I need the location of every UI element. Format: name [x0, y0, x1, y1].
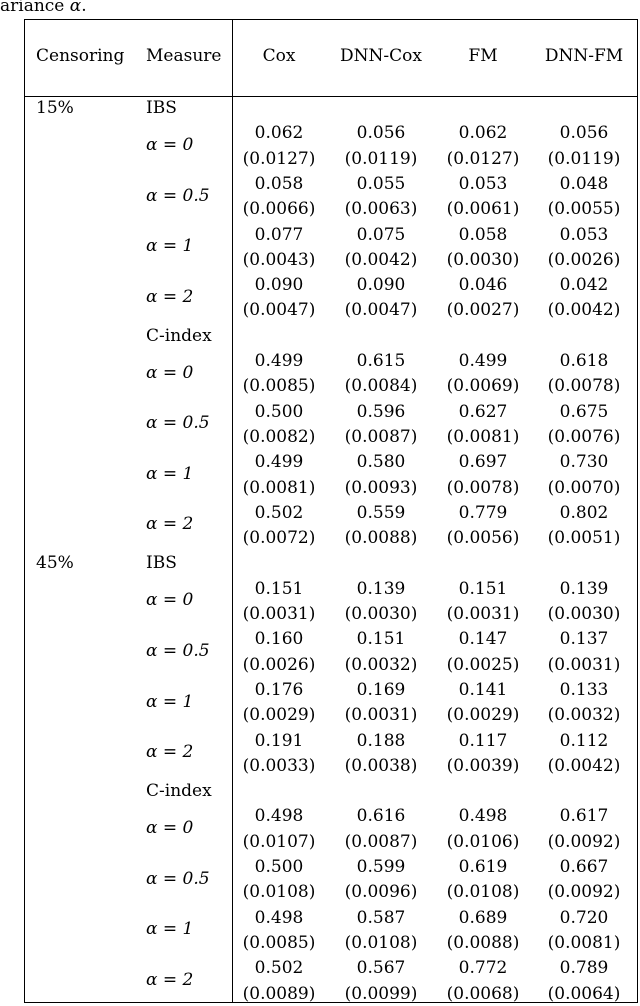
table-cell-se: (0.0096) [344, 882, 418, 903]
table-cell-value: 0.498 [254, 806, 304, 827]
table-frame [24, 19, 638, 1003]
table-cell-se: (0.0039) [446, 755, 520, 776]
table-cell-se: (0.0078) [446, 477, 520, 498]
table-cell-value: 0.779 [458, 502, 508, 523]
table-cell-se: (0.0106) [446, 831, 520, 852]
table-cell-value: 0.046 [458, 275, 508, 296]
table-cell-value: 0.056 [559, 123, 609, 144]
measure-label: C-index [146, 781, 212, 802]
table-cell-value: 0.580 [356, 452, 406, 473]
table-cell-value: 0.169 [356, 679, 406, 700]
table-cell-value: 0.058 [254, 173, 304, 194]
table-cell-se: (0.0042) [547, 755, 621, 776]
table-cell-se: (0.0026) [547, 249, 621, 270]
table-cell-value: 0.141 [458, 679, 508, 700]
alpha-label: α = 2 [146, 286, 194, 307]
table-cell-value: 0.151 [458, 578, 508, 599]
table-cell-se: (0.0051) [547, 528, 621, 549]
table-cell-se: (0.0081) [242, 477, 316, 498]
table-cell-se: (0.0066) [242, 199, 316, 220]
table-cell-se: (0.0092) [547, 831, 621, 852]
measure-label: IBS [146, 553, 177, 574]
alpha-label: α = 1 [146, 919, 194, 940]
table-cell-se: (0.0030) [547, 604, 621, 624]
table-cell-value: 0.056 [356, 123, 406, 144]
header-method: DNN-Cox [340, 46, 422, 66]
table-cell-se: (0.0047) [344, 300, 418, 321]
table-cell-se: (0.0061) [446, 199, 520, 220]
table-cell-value: 0.137 [559, 629, 609, 650]
table-cell-se: (0.0031) [242, 604, 316, 624]
table-cell-se: (0.0081) [547, 932, 621, 953]
table-cell-value: 0.567 [356, 958, 406, 979]
table-cell-value: 0.675 [559, 401, 609, 422]
table-cell-value: 0.802 [559, 502, 609, 523]
table-cell-se: (0.0064) [547, 983, 621, 1004]
table-cell-se: (0.0088) [446, 932, 520, 953]
table-cell-se: (0.0026) [242, 654, 316, 675]
table-cell-value: 0.498 [458, 806, 508, 827]
table-cell-value: 0.077 [254, 224, 304, 245]
table-cell-value: 0.053 [559, 224, 609, 245]
censoring-label: 45% [36, 553, 74, 574]
table-cell-se: (0.0119) [547, 148, 621, 169]
table-cell-value: 0.058 [458, 224, 508, 245]
table-cell-se: (0.0093) [344, 477, 418, 498]
table-cell-value: 0.176 [254, 679, 304, 700]
table-cell-value: 0.720 [559, 907, 609, 928]
alpha-label: α = 0 [146, 134, 194, 155]
table-cell-se: (0.0084) [344, 376, 418, 397]
table-cell-se: (0.0031) [344, 705, 418, 726]
table-cell-value: 0.151 [254, 578, 304, 599]
table-cell-se: (0.0127) [446, 148, 520, 169]
table-cell-value: 0.772 [458, 958, 508, 979]
table-cell-value: 0.139 [559, 578, 609, 599]
table-cell-se: (0.0032) [547, 705, 621, 726]
alpha-label: α = 2 [146, 514, 194, 535]
table-cell-se: (0.0068) [446, 983, 520, 1004]
table-caption [0, 0, 87, 16]
table-cell-value: 0.667 [559, 857, 609, 877]
table-cell-se: (0.0047) [242, 300, 316, 321]
table-cell-se: (0.0031) [547, 654, 621, 675]
table-cell-value: 0.619 [458, 857, 508, 877]
table-cell-value: 0.062 [254, 123, 304, 144]
table-cell-se: (0.0063) [344, 199, 418, 220]
table-cell-value: 0.053 [458, 173, 508, 194]
alpha-label: α = 2 [146, 969, 194, 990]
table-cell-value: 0.075 [356, 224, 406, 245]
table-cell-se: (0.0029) [242, 705, 316, 726]
table-cell-value: 0.090 [356, 275, 406, 296]
table-cell-se: (0.0043) [242, 249, 316, 270]
alpha-label: α = 0 [146, 362, 194, 383]
table-cell-se: (0.0072) [242, 528, 316, 549]
table-cell-se: (0.0092) [547, 882, 621, 903]
table-cell-se: (0.0042) [547, 300, 621, 321]
alpha-label: α = 2 [146, 742, 194, 763]
table-cell-value: 0.618 [559, 351, 609, 371]
alpha-label: α = 1 [146, 463, 194, 484]
table-cell-value: 0.055 [356, 173, 406, 194]
table-cell-se: (0.0069) [446, 376, 520, 397]
table-cell-value: 0.697 [458, 452, 508, 473]
table-cell-se: (0.0088) [344, 528, 418, 549]
header-method: Cox [262, 46, 296, 66]
table-cell-value: 0.627 [458, 401, 508, 422]
header-censoring: Censoring [36, 46, 125, 66]
table-cell-value: 0.147 [458, 629, 508, 650]
header-method: FM [468, 46, 498, 66]
table-cell-se: (0.0087) [344, 831, 418, 852]
table-cell-se: (0.0082) [242, 426, 316, 447]
alpha-label: α = 0.5 [146, 413, 210, 434]
table-cell-value: 0.789 [559, 958, 609, 979]
table-cell-se: (0.0025) [446, 654, 520, 675]
table-cell-se: (0.0107) [242, 831, 316, 852]
table-cell-se: (0.0099) [344, 983, 418, 1004]
column-divider [232, 19, 233, 1003]
table-cell-se: (0.0089) [242, 983, 316, 1004]
table-cell-se: (0.0076) [547, 426, 621, 447]
table-cell-value: 0.500 [254, 401, 304, 422]
header-measure: Measure [146, 46, 222, 66]
table-cell-value: 0.615 [356, 351, 406, 371]
table-cell-value: 0.499 [254, 452, 304, 473]
measure-label: IBS [146, 98, 177, 118]
table-cell-se: (0.0033) [242, 755, 316, 776]
table-cell-value: 0.133 [559, 679, 609, 700]
table-cell-se: (0.0108) [344, 932, 418, 953]
table-cell-se: (0.0038) [344, 755, 418, 776]
alpha-label: α = 1 [146, 236, 194, 257]
table-cell-value: 0.160 [254, 629, 304, 650]
table-cell-se: (0.0055) [547, 199, 621, 220]
censoring-label: 15% [36, 98, 74, 118]
table-cell-value: 0.499 [458, 351, 508, 371]
table-cell-se: (0.0029) [446, 705, 520, 726]
table-cell-se: (0.0042) [344, 249, 418, 270]
table-cell-value: 0.599 [356, 857, 406, 877]
table-cell-se: (0.0085) [242, 376, 316, 397]
caption-prefix: ariance [0, 0, 70, 16]
caption-symbol: α [69, 0, 82, 16]
table-cell-value: 0.191 [254, 730, 304, 751]
table-cell-value: 0.500 [254, 857, 304, 877]
alpha-label: α = 0 [146, 818, 194, 839]
table-cell-se: (0.0078) [547, 376, 621, 397]
table-cell-se: (0.0085) [242, 932, 316, 953]
table-cell-value: 0.139 [356, 578, 406, 599]
table-cell-value: 0.151 [356, 629, 406, 650]
table-cell-value: 0.062 [458, 123, 508, 144]
table-cell-value: 0.617 [559, 806, 609, 827]
table-cell-value: 0.502 [254, 958, 304, 979]
table-cell-se: (0.0127) [242, 148, 316, 169]
table-cell-value: 0.689 [458, 907, 508, 928]
table-cell-value: 0.502 [254, 502, 304, 523]
table-cell-se: (0.0030) [446, 249, 520, 270]
alpha-label: α = 1 [146, 691, 194, 712]
table-cell-se: (0.0119) [344, 148, 418, 169]
table-cell-se: (0.0070) [547, 477, 621, 498]
table-cell-value: 0.498 [254, 907, 304, 928]
table-cell-se: (0.0081) [446, 426, 520, 447]
table-cell-value: 0.042 [559, 275, 609, 296]
caption-suffix: . [81, 0, 87, 16]
table-cell-se: (0.0108) [446, 882, 520, 903]
table-cell-se: (0.0056) [446, 528, 520, 549]
table-cell-value: 0.596 [356, 401, 406, 422]
table-cell-value: 0.499 [254, 351, 304, 371]
header-rule [24, 96, 638, 97]
table-cell-value: 0.090 [254, 275, 304, 296]
table-cell-value: 0.587 [356, 907, 406, 928]
table-cell-se: (0.0027) [446, 300, 520, 321]
table-cell-se: (0.0087) [344, 426, 418, 447]
table-cell-se: (0.0108) [242, 882, 316, 903]
table-cell-value: 0.730 [559, 452, 609, 473]
alpha-label: α = 0 [146, 590, 194, 611]
table-cell-se: (0.0031) [446, 604, 520, 624]
alpha-label: α = 0.5 [146, 868, 210, 889]
table-cell-value: 0.048 [559, 173, 609, 194]
table-cell-value: 0.616 [356, 806, 406, 827]
table-cell-se: (0.0032) [344, 654, 418, 675]
table-cell-value: 0.559 [356, 502, 406, 523]
alpha-label: α = 0.5 [146, 640, 210, 661]
header-method: DNN-FM [544, 46, 624, 66]
table-cell-se: (0.0030) [344, 604, 418, 624]
alpha-label: α = 0.5 [146, 185, 210, 206]
table-cell-value: 0.117 [458, 730, 508, 751]
measure-label: C-index [146, 325, 212, 346]
table-cell-value: 0.112 [559, 730, 609, 751]
table-cell-value: 0.188 [356, 730, 406, 751]
